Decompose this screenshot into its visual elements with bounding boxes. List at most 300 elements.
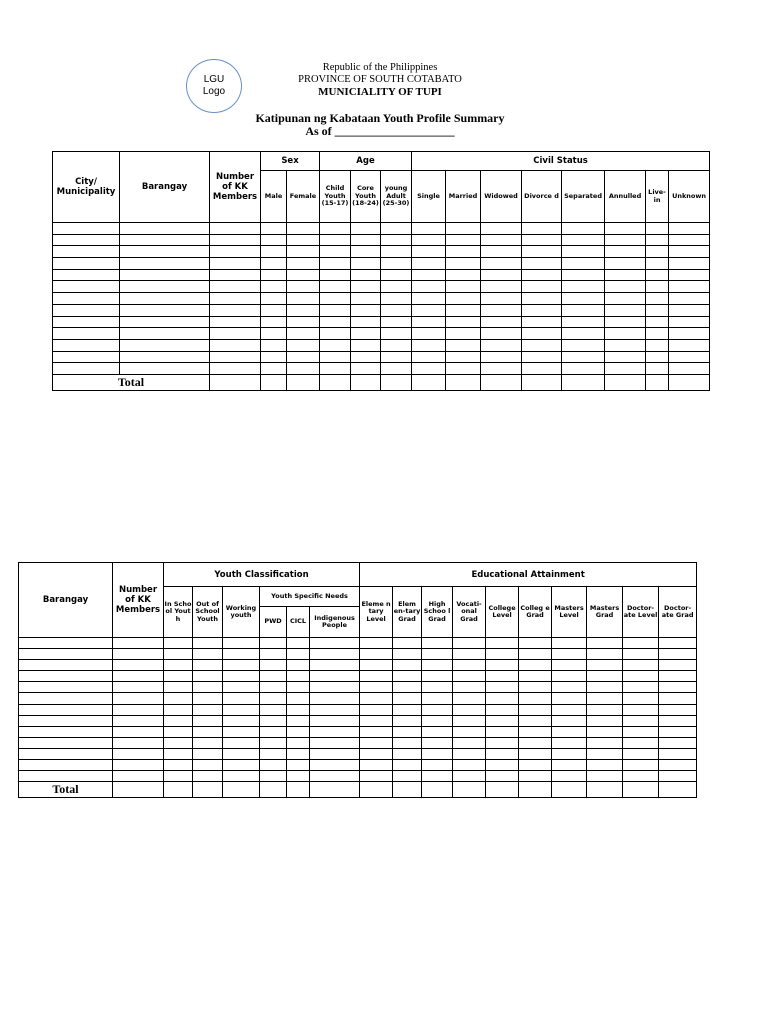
table-cell[interactable] (287, 682, 310, 693)
table-cell[interactable] (552, 682, 587, 693)
table-cell[interactable] (486, 726, 519, 737)
table-cell[interactable] (164, 760, 193, 771)
total-cell[interactable] (522, 374, 562, 390)
table-cell[interactable] (261, 316, 287, 328)
table-cell[interactable] (453, 715, 486, 726)
table-cell[interactable] (351, 246, 381, 258)
table-cell[interactable] (320, 328, 351, 340)
table-cell[interactable] (605, 304, 646, 316)
table-cell[interactable] (659, 760, 697, 771)
table-cell[interactable] (522, 304, 562, 316)
table-cell[interactable] (587, 748, 623, 759)
table-cell[interactable] (310, 748, 360, 759)
total-cell[interactable] (193, 782, 223, 798)
table-cell[interactable] (351, 269, 381, 281)
table-cell[interactable] (481, 223, 522, 235)
table-cell[interactable] (223, 715, 260, 726)
table-cell[interactable] (120, 304, 210, 316)
table-cell[interactable] (260, 737, 287, 748)
table-cell[interactable] (552, 726, 587, 737)
table-cell[interactable] (486, 649, 519, 660)
table-cell[interactable] (223, 660, 260, 671)
table-cell[interactable] (422, 671, 453, 682)
total-cell[interactable] (453, 782, 486, 798)
table-cell[interactable] (623, 649, 659, 660)
table-cell[interactable] (164, 715, 193, 726)
table-cell[interactable] (320, 281, 351, 293)
table-cell[interactable] (605, 316, 646, 328)
table-cell[interactable] (53, 234, 120, 246)
table-cell[interactable] (210, 258, 261, 270)
table-cell[interactable] (210, 328, 261, 340)
table-cell[interactable] (486, 760, 519, 771)
table-cell[interactable] (164, 660, 193, 671)
table-cell[interactable] (381, 363, 412, 375)
table-cell[interactable] (261, 223, 287, 235)
table-cell[interactable] (210, 246, 261, 258)
table-cell[interactable] (623, 748, 659, 759)
table-cell[interactable] (120, 246, 210, 258)
table-cell[interactable] (287, 704, 310, 715)
table-cell[interactable] (113, 737, 164, 748)
table-cell[interactable] (210, 223, 261, 235)
table-cell[interactable] (193, 704, 223, 715)
table-cell[interactable] (393, 704, 422, 715)
table-cell[interactable] (320, 258, 351, 270)
table-cell[interactable] (261, 269, 287, 281)
table-cell[interactable] (260, 726, 287, 737)
table-cell[interactable] (519, 682, 552, 693)
table-cell[interactable] (422, 649, 453, 660)
table-cell[interactable] (587, 726, 623, 737)
table-cell[interactable] (320, 316, 351, 328)
table-cell[interactable] (552, 649, 587, 660)
table-cell[interactable] (446, 258, 481, 270)
total-cell[interactable] (287, 374, 320, 390)
table-cell[interactable] (53, 293, 120, 305)
table-cell[interactable] (412, 304, 446, 316)
table-cell[interactable] (562, 246, 605, 258)
table-cell[interactable] (164, 704, 193, 715)
table-cell[interactable] (223, 671, 260, 682)
table-cell[interactable] (481, 363, 522, 375)
table-cell[interactable] (310, 726, 360, 737)
table-cell[interactable] (113, 660, 164, 671)
table-cell[interactable] (552, 760, 587, 771)
table-cell[interactable] (412, 363, 446, 375)
table-cell[interactable] (193, 726, 223, 737)
table-cell[interactable] (120, 293, 210, 305)
table-cell[interactable] (552, 748, 587, 759)
table-cell[interactable] (522, 258, 562, 270)
table-cell[interactable] (287, 638, 310, 649)
table-cell[interactable] (446, 328, 481, 340)
table-cell[interactable] (53, 269, 120, 281)
table-cell[interactable] (519, 693, 552, 704)
table-cell[interactable] (605, 258, 646, 270)
table-cell[interactable] (113, 748, 164, 759)
table-cell[interactable] (113, 771, 164, 782)
table-cell[interactable] (669, 363, 710, 375)
table-cell[interactable] (260, 771, 287, 782)
table-cell[interactable] (646, 316, 669, 328)
table-cell[interactable] (552, 638, 587, 649)
table-cell[interactable] (393, 737, 422, 748)
total-cell[interactable] (223, 782, 260, 798)
table-cell[interactable] (310, 638, 360, 649)
table-cell[interactable] (19, 760, 113, 771)
table-cell[interactable] (120, 351, 210, 363)
table-cell[interactable] (453, 760, 486, 771)
table-cell[interactable] (287, 737, 310, 748)
total-cell[interactable] (381, 374, 412, 390)
table-cell[interactable] (19, 771, 113, 782)
total-cell[interactable] (446, 374, 481, 390)
table-cell[interactable] (605, 234, 646, 246)
table-cell[interactable] (223, 748, 260, 759)
table-cell[interactable] (669, 304, 710, 316)
table-cell[interactable] (453, 671, 486, 682)
table-cell[interactable] (120, 281, 210, 293)
table-cell[interactable] (552, 771, 587, 782)
table-cell[interactable] (261, 293, 287, 305)
table-cell[interactable] (446, 223, 481, 235)
table-cell[interactable] (210, 269, 261, 281)
table-cell[interactable] (605, 281, 646, 293)
table-cell[interactable] (53, 363, 120, 375)
table-cell[interactable] (360, 693, 393, 704)
table-cell[interactable] (310, 760, 360, 771)
table-cell[interactable] (422, 737, 453, 748)
table-cell[interactable] (519, 671, 552, 682)
table-cell[interactable] (261, 258, 287, 270)
table-cell[interactable] (562, 304, 605, 316)
table-cell[interactable] (623, 737, 659, 748)
table-cell[interactable] (587, 693, 623, 704)
table-cell[interactable] (260, 760, 287, 771)
table-cell[interactable] (320, 363, 351, 375)
table-cell[interactable] (113, 760, 164, 771)
table-cell[interactable] (351, 339, 381, 351)
table-cell[interactable] (481, 281, 522, 293)
table-cell[interactable] (659, 704, 697, 715)
table-cell[interactable] (453, 682, 486, 693)
table-cell[interactable] (605, 328, 646, 340)
table-cell[interactable] (552, 693, 587, 704)
table-cell[interactable] (522, 223, 562, 235)
table-cell[interactable] (562, 223, 605, 235)
table-cell[interactable] (261, 281, 287, 293)
table-cell[interactable] (552, 704, 587, 715)
table-cell[interactable] (223, 649, 260, 660)
table-cell[interactable] (287, 771, 310, 782)
table-cell[interactable] (223, 726, 260, 737)
table-cell[interactable] (381, 351, 412, 363)
table-cell[interactable] (486, 671, 519, 682)
table-cell[interactable] (522, 281, 562, 293)
table-cell[interactable] (320, 304, 351, 316)
table-cell[interactable] (210, 316, 261, 328)
table-cell[interactable] (623, 638, 659, 649)
table-cell[interactable] (113, 649, 164, 660)
total-cell[interactable] (393, 782, 422, 798)
table-cell[interactable] (446, 246, 481, 258)
table-cell[interactable] (562, 293, 605, 305)
table-cell[interactable] (393, 726, 422, 737)
table-cell[interactable] (646, 351, 669, 363)
table-cell[interactable] (393, 748, 422, 759)
table-cell[interactable] (164, 748, 193, 759)
table-cell[interactable] (486, 771, 519, 782)
table-cell[interactable] (19, 649, 113, 660)
table-cell[interactable] (481, 293, 522, 305)
table-cell[interactable] (519, 649, 552, 660)
table-cell[interactable] (519, 638, 552, 649)
table-cell[interactable] (623, 693, 659, 704)
table-cell[interactable] (519, 660, 552, 671)
table-cell[interactable] (605, 223, 646, 235)
total-cell[interactable] (310, 782, 360, 798)
table-cell[interactable] (287, 234, 320, 246)
table-cell[interactable] (260, 682, 287, 693)
table-cell[interactable] (19, 693, 113, 704)
table-cell[interactable] (261, 339, 287, 351)
table-cell[interactable] (287, 660, 310, 671)
table-cell[interactable] (19, 726, 113, 737)
table-cell[interactable] (53, 258, 120, 270)
table-cell[interactable] (481, 258, 522, 270)
table-cell[interactable] (360, 760, 393, 771)
table-cell[interactable] (164, 726, 193, 737)
table-cell[interactable] (605, 351, 646, 363)
table-cell[interactable] (481, 234, 522, 246)
table-cell[interactable] (193, 715, 223, 726)
table-cell[interactable] (287, 269, 320, 281)
table-cell[interactable] (519, 715, 552, 726)
table-cell[interactable] (223, 737, 260, 748)
table-cell[interactable] (381, 316, 412, 328)
table-cell[interactable] (659, 693, 697, 704)
total-cell[interactable] (360, 782, 393, 798)
table-cell[interactable] (623, 726, 659, 737)
table-cell[interactable] (120, 258, 210, 270)
table-cell[interactable] (481, 339, 522, 351)
table-cell[interactable] (623, 760, 659, 771)
table-cell[interactable] (659, 660, 697, 671)
table-cell[interactable] (605, 269, 646, 281)
total-cell[interactable] (659, 782, 697, 798)
table-cell[interactable] (646, 304, 669, 316)
table-cell[interactable] (519, 737, 552, 748)
table-cell[interactable] (562, 316, 605, 328)
table-cell[interactable] (422, 715, 453, 726)
table-cell[interactable] (164, 737, 193, 748)
table-cell[interactable] (522, 316, 562, 328)
table-cell[interactable] (287, 748, 310, 759)
table-cell[interactable] (287, 726, 310, 737)
table-cell[interactable] (287, 671, 310, 682)
table-cell[interactable] (552, 715, 587, 726)
table-cell[interactable] (320, 246, 351, 258)
table-cell[interactable] (381, 269, 412, 281)
table-cell[interactable] (587, 660, 623, 671)
table-cell[interactable] (287, 351, 320, 363)
table-cell[interactable] (193, 682, 223, 693)
table-cell[interactable] (393, 771, 422, 782)
table-cell[interactable] (261, 351, 287, 363)
table-cell[interactable] (481, 304, 522, 316)
table-cell[interactable] (562, 351, 605, 363)
table-cell[interactable] (19, 748, 113, 759)
table-cell[interactable] (646, 293, 669, 305)
table-cell[interactable] (646, 328, 669, 340)
total-cell[interactable] (164, 782, 193, 798)
total-cell[interactable] (412, 374, 446, 390)
table-cell[interactable] (223, 771, 260, 782)
table-cell[interactable] (260, 660, 287, 671)
table-cell[interactable] (193, 771, 223, 782)
table-cell[interactable] (486, 638, 519, 649)
table-cell[interactable] (646, 234, 669, 246)
total-cell[interactable] (481, 374, 522, 390)
table-cell[interactable] (587, 671, 623, 682)
table-cell[interactable] (360, 715, 393, 726)
table-cell[interactable] (120, 316, 210, 328)
table-cell[interactable] (552, 671, 587, 682)
table-cell[interactable] (481, 246, 522, 258)
table-cell[interactable] (210, 351, 261, 363)
table-cell[interactable] (412, 316, 446, 328)
table-cell[interactable] (522, 328, 562, 340)
table-cell[interactable] (113, 693, 164, 704)
table-cell[interactable] (562, 339, 605, 351)
table-cell[interactable] (659, 726, 697, 737)
table-cell[interactable] (223, 693, 260, 704)
table-cell[interactable] (261, 304, 287, 316)
table-cell[interactable] (210, 293, 261, 305)
table-cell[interactable] (193, 693, 223, 704)
table-cell[interactable] (646, 281, 669, 293)
table-cell[interactable] (360, 771, 393, 782)
table-cell[interactable] (646, 246, 669, 258)
table-cell[interactable] (562, 328, 605, 340)
table-cell[interactable] (669, 281, 710, 293)
table-cell[interactable] (287, 246, 320, 258)
table-cell[interactable] (261, 363, 287, 375)
table-cell[interactable] (522, 246, 562, 258)
table-cell[interactable] (412, 281, 446, 293)
table-cell[interactable] (422, 748, 453, 759)
total-cell[interactable] (646, 374, 669, 390)
table-cell[interactable] (669, 328, 710, 340)
table-cell[interactable] (351, 304, 381, 316)
table-cell[interactable] (210, 304, 261, 316)
table-cell[interactable] (360, 737, 393, 748)
table-cell[interactable] (260, 748, 287, 759)
table-cell[interactable] (646, 363, 669, 375)
total-cell[interactable] (261, 374, 287, 390)
table-cell[interactable] (351, 316, 381, 328)
table-cell[interactable] (453, 693, 486, 704)
table-cell[interactable] (320, 269, 351, 281)
table-cell[interactable] (446, 339, 481, 351)
table-cell[interactable] (113, 715, 164, 726)
table-cell[interactable] (562, 363, 605, 375)
table-cell[interactable] (310, 682, 360, 693)
table-cell[interactable] (412, 258, 446, 270)
table-cell[interactable] (120, 223, 210, 235)
table-cell[interactable] (522, 351, 562, 363)
table-cell[interactable] (552, 737, 587, 748)
table-cell[interactable] (623, 704, 659, 715)
total-cell[interactable] (486, 782, 519, 798)
table-cell[interactable] (19, 660, 113, 671)
table-cell[interactable] (260, 671, 287, 682)
table-cell[interactable] (261, 234, 287, 246)
table-cell[interactable] (412, 234, 446, 246)
table-cell[interactable] (310, 671, 360, 682)
table-cell[interactable] (381, 258, 412, 270)
table-cell[interactable] (310, 737, 360, 748)
table-cell[interactable] (261, 246, 287, 258)
table-cell[interactable] (587, 649, 623, 660)
table-cell[interactable] (587, 737, 623, 748)
table-cell[interactable] (453, 660, 486, 671)
table-cell[interactable] (393, 693, 422, 704)
table-cell[interactable] (53, 281, 120, 293)
table-cell[interactable] (519, 726, 552, 737)
table-cell[interactable] (481, 328, 522, 340)
table-cell[interactable] (522, 363, 562, 375)
table-cell[interactable] (320, 339, 351, 351)
table-cell[interactable] (19, 682, 113, 693)
table-cell[interactable] (646, 269, 669, 281)
table-cell[interactable] (453, 649, 486, 660)
total-cell[interactable] (562, 374, 605, 390)
table-cell[interactable] (422, 771, 453, 782)
table-cell[interactable] (412, 339, 446, 351)
table-cell[interactable] (53, 328, 120, 340)
table-cell[interactable] (223, 760, 260, 771)
table-cell[interactable] (669, 293, 710, 305)
table-cell[interactable] (193, 671, 223, 682)
table-cell[interactable] (210, 339, 261, 351)
table-cell[interactable] (164, 649, 193, 660)
table-cell[interactable] (623, 660, 659, 671)
table-cell[interactable] (669, 316, 710, 328)
table-cell[interactable] (659, 771, 697, 782)
table-cell[interactable] (113, 682, 164, 693)
table-cell[interactable] (120, 339, 210, 351)
table-cell[interactable] (486, 737, 519, 748)
table-cell[interactable] (412, 293, 446, 305)
table-cell[interactable] (646, 339, 669, 351)
table-cell[interactable] (623, 771, 659, 782)
total-cell[interactable] (623, 782, 659, 798)
table-cell[interactable] (422, 726, 453, 737)
total-cell[interactable] (320, 374, 351, 390)
table-cell[interactable] (53, 351, 120, 363)
table-cell[interactable] (412, 269, 446, 281)
table-cell[interactable] (381, 281, 412, 293)
table-cell[interactable] (260, 715, 287, 726)
table-cell[interactable] (53, 304, 120, 316)
table-cell[interactable] (19, 704, 113, 715)
table-cell[interactable] (646, 223, 669, 235)
table-cell[interactable] (623, 715, 659, 726)
table-cell[interactable] (351, 281, 381, 293)
table-cell[interactable] (659, 748, 697, 759)
